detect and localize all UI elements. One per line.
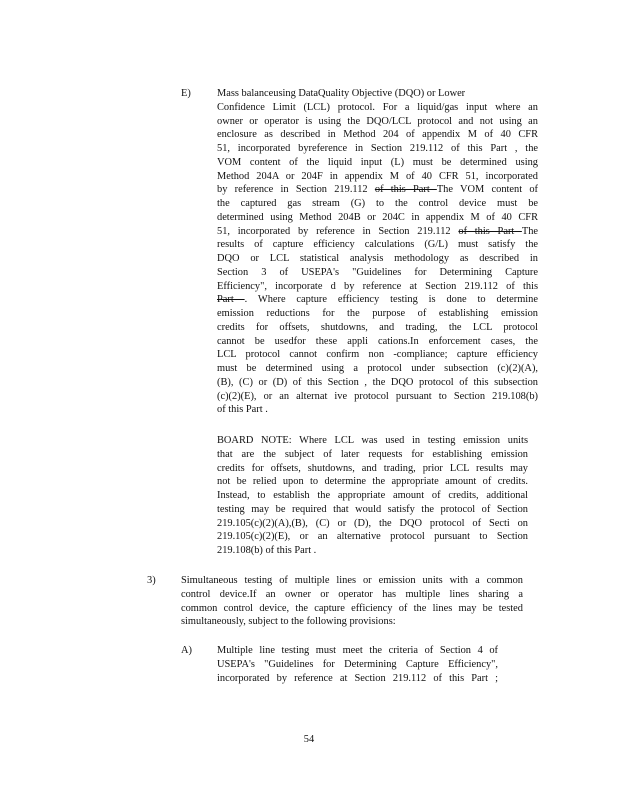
text-line [217, 475, 528, 489]
text-segment: 51, incorporated by reference in Section 219.112 [217, 225, 459, 237]
text-segment: Mass balanceusing DataQuality Objective (DQO) or Lower [217, 88, 466, 99]
text-line [217, 293, 538, 307]
text-segment: Confidence Limit (LCL) protocol. For a liquid/gas input where an [217, 101, 538, 113]
text-segment: DQO or LCL statistical analysis methodology as described in [217, 253, 538, 264]
text-segment: Instead, to establish the appropriate amount of credits, additional [217, 490, 528, 501]
text-segment: control device.If an owner or operator has multiple lines sharing a [181, 588, 523, 600]
text-segment: results of capture efficiency calculations (G/L) must satisfy the [217, 239, 538, 251]
text-segment: Multiple line testing must meet the criteria of Section 4 of [217, 645, 498, 656]
text-line [217, 156, 538, 170]
text-line [217, 87, 538, 101]
board-note [217, 434, 528, 558]
text-line [181, 588, 523, 602]
text-line [217, 658, 498, 672]
text-line [217, 390, 538, 404]
text-line [217, 101, 538, 115]
text-line [217, 128, 538, 142]
text-segment: the captured gas stream (G) to the control device must be [217, 198, 538, 209]
struck-text: of this Part [374, 184, 437, 196]
text-segment: Section 3 of USEPA's "Guidelines for Determining Capture [217, 266, 538, 278]
text-segment: not be relied upon to determine the appropriate amount of credits. [217, 476, 528, 488]
item-3-body [181, 574, 523, 629]
text-line [217, 280, 538, 294]
text-segment: cannot be usedfor these appli cations.In enforcement cases, the [217, 335, 538, 347]
text-line [217, 115, 538, 129]
text-line [217, 321, 538, 335]
text-segment: emission reductions for the purpose of establishing emission [217, 308, 538, 319]
text-line [217, 197, 538, 211]
item-3-label: 3) [147, 575, 156, 586]
text-segment: The VOM content of [436, 184, 539, 196]
text-segment: 219.105(c)(2)(E), or an alternative protocol pursuant to Section [217, 531, 528, 543]
text-segment: 219.108(b) of this Part . [217, 545, 317, 556]
text-segment: simultaneously, subject to the following provisions: [181, 616, 396, 628]
text-segment: determined using Method 204B or 204C in appendix M of 40 CFR [217, 211, 538, 223]
text-line [217, 434, 528, 448]
text-line [217, 517, 528, 531]
text-line [181, 574, 523, 588]
text-line [217, 376, 538, 390]
text-segment: that are the subject of later requests for establishing emission [217, 448, 528, 460]
text-line [217, 183, 538, 197]
struck-text: Part [217, 294, 245, 306]
text-segment: Simultaneous testing of multiple lines or emission units with a common [181, 575, 523, 586]
text-segment: Efficiency", incorporate d by reference at Section 219.112 of this [217, 280, 538, 292]
text-segment: credits for offsets, shutdowns, and trading, the LCL protocol [217, 321, 538, 333]
text-line [217, 252, 538, 266]
text-segment: USEPA's "Guidelines for Determining Capture Efficiency", [217, 658, 498, 670]
text-line [217, 348, 538, 362]
text-line [217, 489, 528, 503]
text-line [217, 211, 538, 225]
item-a-body [217, 644, 498, 685]
text-segment: incorporated by reference at Section 219.112 of this Part ; [217, 672, 498, 684]
text-line [217, 266, 538, 280]
text-segment: . Where capture efficiency testing is done to determine [244, 294, 538, 306]
text-segment: of this Part . [217, 404, 268, 416]
text-line [217, 225, 538, 239]
text-segment: VOM content of the liquid input (L) must be determined using [217, 156, 538, 168]
page-number: 54 [303, 734, 315, 745]
text-line [217, 644, 498, 658]
text-segment: 219.105(c)(2)(A),(B), (C) or (D), the DQO protocol of Secti on [217, 517, 528, 529]
struck-text: of this Part [458, 225, 522, 237]
text-segment: testing may be required that would satisfy the protocol of Section [217, 503, 528, 515]
text-line [217, 403, 538, 417]
text-segment: credits for offsets, shutdowns, and trading, prior LCL results may [217, 462, 528, 474]
text-segment: The [521, 225, 539, 237]
text-segment: Method 204A or 204F in appendix M of 40 CFR 51, incorporated [217, 170, 538, 182]
text-line [181, 615, 523, 629]
text-line [217, 238, 538, 252]
text-segment: common control device, the capture efficiency of the lines may be tested [181, 602, 523, 614]
text-segment: (B), (C) or (D) of this Section , the DQO protocol of this subsection [217, 376, 538, 388]
text-segment: LCL protocol cannot confirm non -compliance; capture efficiency [217, 349, 538, 361]
item-e-label: E) [181, 88, 191, 99]
text-line [217, 142, 538, 156]
text-line [217, 672, 498, 686]
text-segment: by reference in Section 219.112 [217, 184, 375, 196]
text-line [217, 530, 528, 544]
text-line [217, 448, 528, 462]
item-a-label: A) [181, 645, 192, 656]
text-line [217, 544, 528, 558]
text-segment: enclosure as described in Method 204 of appendix M of 40 CFR [217, 129, 538, 141]
text-segment: owner or operator is using the DQO/LCL protocol and not using an [217, 115, 538, 127]
text-line [217, 462, 528, 476]
text-line [217, 503, 528, 517]
text-line [181, 602, 523, 616]
text-segment: 51, incorporated byreference in Section 219.112 of this Part , the [217, 143, 538, 154]
item-e-body [217, 87, 538, 417]
text-line [217, 170, 538, 184]
text-line [217, 335, 538, 349]
text-line [217, 307, 538, 321]
text-segment: must be determined using a protocol under subsection (c)(2)(A), [217, 363, 538, 374]
text-segment: (c)(2)(E), or an alternat ive protocol pursuant to Section 219.108(b) [217, 390, 538, 402]
text-segment: BOARD NOTE: Where LCL was used in testing emission units [217, 435, 528, 446]
text-line [217, 362, 538, 376]
